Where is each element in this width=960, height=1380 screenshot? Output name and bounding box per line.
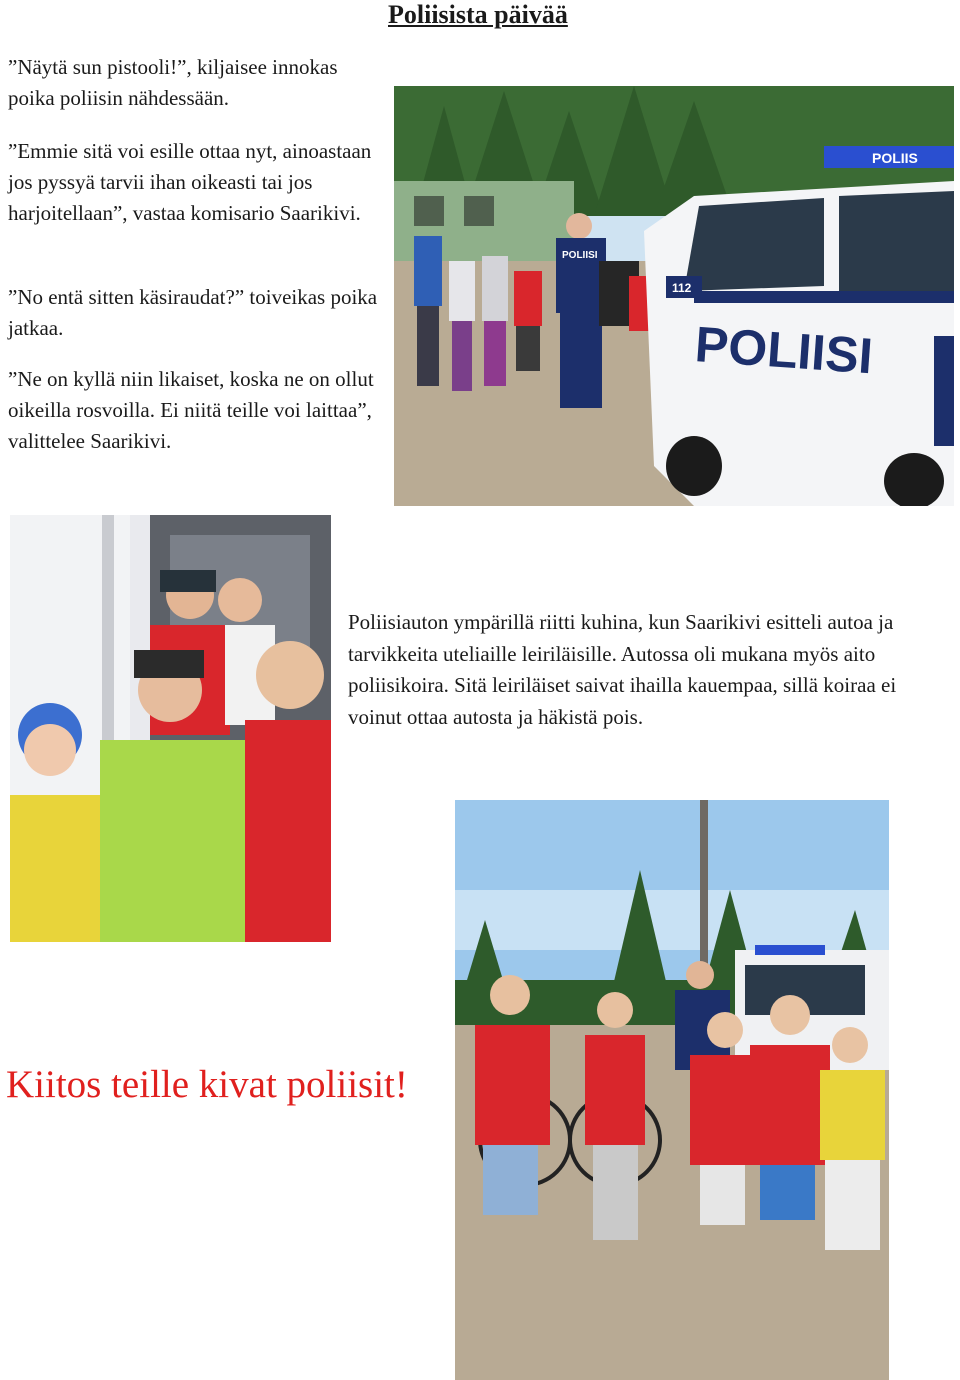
- page-title: Poliisista päivää: [388, 0, 568, 29]
- story-paragraph-3: ”No entä sitten käsiraudat?” toiveikas poika jatkaa.: [8, 285, 378, 340]
- officer-back-label: POLIISI: [562, 250, 598, 261]
- story-paragraph-1: ”Näytä sun pistooli!”, kiljaisee innokas poika poliisin nähdessään.: [8, 55, 338, 110]
- photo-caption: Poliisiauton ympärillä riitti kuhina, kun Saarikivi esitteli autoa ja tarvikkeita uteliaille leiriläisille. Autossa oli mukana myös aito poliisikoira. Sitä leiriläiset saivat ihailla kauempaa, sillä koiraa ei voinut ottaa autosta ja häkistä pois.: [348, 610, 897, 729]
- story-paragraph-4: ”Ne on kyllä niin likaiset, koska ne on ollut oikeilla rosvoilla. Ei niitä teille voi laittaa”, valittelee Saarikivi.: [8, 367, 374, 453]
- roof-light-label: POLIIS: [872, 150, 918, 166]
- van-side-label: POLIISI: [693, 316, 875, 385]
- thanks-message: Kiitos teille kivat poliisit!: [6, 1063, 408, 1106]
- photo-police-van-group: [394, 86, 954, 506]
- photo-group-with-officer: [455, 800, 889, 1380]
- story-paragraph-2: ”Emmie sitä voi esille ottaa nyt, ainoastaan jos pyssyä tarvii ihan oikeasti tai jos harjoitellaan”, vastaa komisario Saarikivi.: [8, 139, 372, 225]
- photo-children-at-van-door: [10, 515, 331, 942]
- unit-number: 112: [672, 281, 692, 295]
